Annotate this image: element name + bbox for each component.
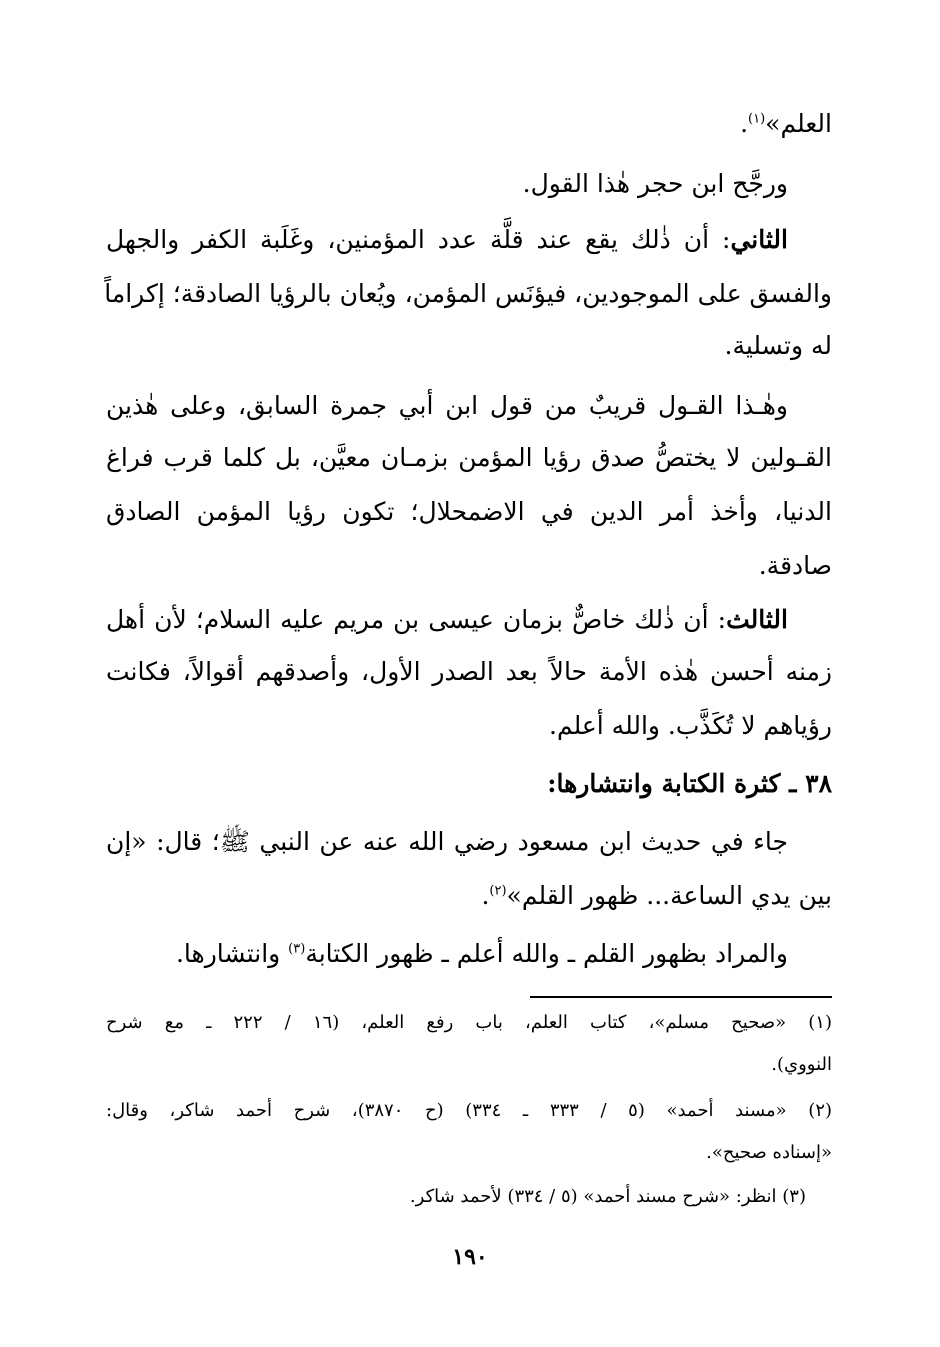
text-line-13: جاء في حديث ابن مسعود رضي الله عنه عن النبي ﷺ؛ قال: «إن: [106, 827, 788, 856]
text-line-9: صادقة.: [758, 551, 832, 580]
point-label-third: الثالث: [726, 605, 788, 634]
text-line-10: [106, 600, 832, 640]
line-text: : أن ذٰلك خاصٌّ بزمان عيسى بن مريم عليه السلام؛ لأن أهل: [106, 605, 727, 634]
point-label-second: الثاني: [730, 225, 788, 254]
footnote-2-line-1: (٢) «مسند أحمد» (٥ / ٣٣٣ ـ ٣٣٤) (ح ٣٨٧٠)، شرح أحمد شاكر، وقال:: [106, 1100, 833, 1121]
text-line-4: والفسق على الموجودين، فيؤنَس المؤمن، ويُعان بالرؤيا الصادقة؛ إكراماً: [104, 279, 832, 308]
line-text: بين يدي الساعة... ظهور القلم»: [506, 881, 832, 910]
footnote-1-line-2: النووي).: [771, 1054, 832, 1075]
footnote-ref-1: (١): [748, 111, 766, 127]
footnote-2-line-2: «إسناده صحيح».: [706, 1142, 832, 1163]
section-heading: ٣٨ ـ كثرة الكتابة وانتشارها:: [547, 769, 832, 798]
footnote-separator: [530, 996, 832, 998]
text-line-3: [106, 220, 832, 260]
text-line-6: وهٰـذا القـول قريبٌ من قول ابن أبي جمرة السابق، وعلى هٰذين: [106, 391, 788, 420]
footnote-ref-3: (٣): [288, 941, 306, 957]
line-text: والمراد بظهور القلم ـ والله أعلم ـ ظهور الكتابة: [305, 939, 788, 968]
text-line-15: [106, 934, 832, 974]
line-text: : أن ذٰلك يقع عند قلَّة عدد المؤمنين، وغَلَبة الكفر والجهل: [106, 225, 731, 254]
text-line-1: [106, 104, 832, 144]
footnote-1-line-1: (١) «صحيح مسلم»، كتاب العلم، باب رفع العلم، (١٦ / ٢٢٢ ـ مع شرح: [106, 1012, 832, 1033]
footnote-ref-2: (٢): [489, 883, 507, 899]
text-line-7: القـولين لا يختصُّ صدق رؤيا المؤمن بزمـان معيَّن، بل كلما قرب فراغ: [106, 443, 832, 472]
page-number: ١٩٠: [452, 1244, 488, 1270]
line-end: .: [740, 109, 749, 138]
text-line-8: الدنيا، وأخذ أمر الدين في الاضمحلال؛ تكون رؤيا المؤمن الصادق: [106, 497, 832, 526]
text-line-2: ورجَّح ابن حجر هٰذا القول.: [522, 169, 788, 198]
text-line-12: رؤياهم لا تُكَذَّب. والله أعلم.: [549, 711, 832, 740]
line-end: .: [481, 881, 490, 910]
text-line-5: له وتسلية.: [724, 331, 832, 360]
line-text-end: وانتشارها.: [175, 939, 289, 968]
text-line-11: زمنه أحسن هٰذه الأمة حالاً بعد الصدر الأول، وأصدقهم أقوالاً، فكانت: [106, 657, 832, 686]
text-line-14: [106, 876, 832, 916]
footnote-3: (٣) انظر: «شرح مسند أحمد» (٥ / ٣٣٤) لأحمد شاكر.: [409, 1186, 806, 1207]
line-text: العلم»: [765, 109, 832, 138]
